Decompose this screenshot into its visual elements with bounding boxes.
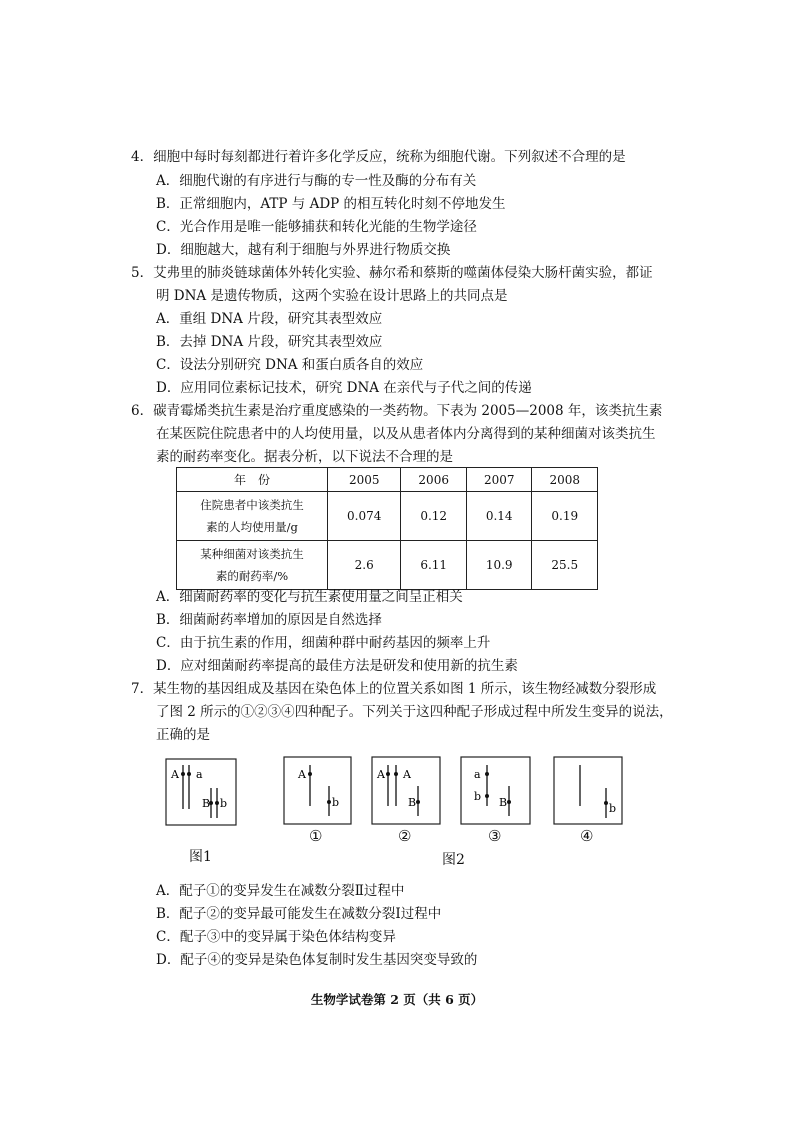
- q4-option-a: A．细胞代谢的有序进行与酶的专一性及酶的分布有关: [156, 173, 477, 189]
- figure-1-caption: 图1: [189, 849, 212, 865]
- page-footer: 生物学试卷第 2 页（共 6 页）: [310, 992, 484, 1007]
- q7-option-c: C．配子③中的变异属于染色体结构变异: [156, 929, 396, 945]
- q6-option-a: A．细菌耐药率的变化与抗生素使用量之间呈正相关: [156, 589, 463, 605]
- gamete-label-3: ③: [488, 827, 502, 845]
- table-cell: 10.9: [466, 541, 532, 590]
- gamete3-gene-b-left: b: [474, 790, 482, 803]
- table-cell: 25.5: [532, 541, 598, 590]
- q6-stem-line1: 6．碳青霉烯类抗生素是治疗重度感染的一类药物。下表为 2005—2008 年，该类抗生素: [131, 403, 663, 419]
- gamete-label-4: ④: [580, 827, 594, 845]
- q5-option-a: A．重组 DNA 片段，研究其表型效应: [156, 311, 383, 327]
- fig1-gene-a: a: [196, 768, 203, 781]
- q5-option-d: D．应用同位素标记技术，研究 DNA 在亲代与子代之间的传递: [156, 380, 532, 396]
- gamete1-gene-A: A: [298, 768, 306, 781]
- gamete3-gene-a: a: [474, 768, 481, 781]
- q4-option-d: D．细胞越大，越有利于细胞与外界进行物质交换: [156, 242, 451, 258]
- table-cell: 2.6: [328, 541, 401, 590]
- table-row-label-resistance: 某种细菌对该类抗生 素的耐药率/%: [177, 541, 328, 590]
- figure-2-caption: 图2: [442, 852, 465, 868]
- gamete-label-1: ①: [309, 827, 323, 845]
- q6-option-b: B．细菌耐药率增加的原因是自然选择: [156, 612, 382, 628]
- gamete2-gene-A-left: A: [377, 768, 385, 781]
- gamete2-gene-A-right: A: [403, 768, 411, 781]
- q7-option-d: D．配子④的变异是染色体复制时发生基因突变导致的: [156, 952, 478, 968]
- q4-stem: 4．细胞中每时每刻都进行着许多化学反应，统称为细胞代谢。下列叙述不合理的是: [131, 149, 626, 165]
- q4-option-b: B．正常细胞内，ATP 与 ADP 的相互转化时刻不停地发生: [156, 196, 506, 212]
- gamete-3-cell: [461, 757, 530, 824]
- gamete4-gene-b: b: [609, 802, 617, 815]
- table-year-cell: 2008: [532, 468, 598, 492]
- q7-option-b: B．配子②的变异最可能发生在减数分裂Ⅰ过程中: [156, 906, 442, 922]
- table-cell: 6.11: [401, 541, 467, 590]
- table-header-year: 年 份: [177, 468, 328, 492]
- gamete3-gene-B: B: [499, 796, 508, 809]
- q5-option-b: B．去掉 DNA 片段，研究其表型效应: [156, 334, 383, 350]
- gamete-4-cell: [554, 757, 622, 824]
- q5-stem-line2: 明 DNA 是遗传物质，这两个实验在设计思路上的共同点是: [156, 288, 508, 304]
- table-cell: 0.074: [328, 492, 401, 541]
- q7-stem-line3: 正确的是: [156, 727, 210, 743]
- q5-stem-line1: 5．艾弗里的肺炎链球菌体外转化实验、赫尔希和蔡斯的噬菌体侵染大肠杆菌实验，都证: [131, 265, 653, 281]
- table-cell: 0.19: [532, 492, 598, 541]
- table-cell: 0.14: [466, 492, 532, 541]
- gamete2-gene-B: B: [408, 796, 417, 809]
- table-year-cell: 2006: [401, 468, 467, 492]
- table-year-cell: 2007: [466, 468, 532, 492]
- table-row-label-usage: 住院患者中该类抗生 素的人均使用量/g: [177, 492, 328, 541]
- fig1-gene-A: A: [171, 768, 179, 781]
- q7-stem-line2: 了图 2 所示的①②③④四种配子。下列关于这四种配子形成过程中所发生变异的说法，: [156, 704, 673, 720]
- q6-stem-line3: 素的耐药率变化。据表分析，以下说法不合理的是: [156, 449, 453, 465]
- q7-option-a: A．配子①的变异发生在减数分裂Ⅱ过程中: [156, 883, 405, 899]
- gamete-label-2: ②: [398, 827, 412, 845]
- q6-stem-line2: 在某医院住院患者中的人均使用量，以及从患者体内分离得到的某种细菌对该类抗生: [156, 426, 656, 442]
- table-year-cell: 2005: [328, 468, 401, 492]
- q6-option-d: D．应对细菌耐药率提高的最佳方法是研发和使用新的抗生素: [156, 658, 518, 674]
- gamete-1-cell: [284, 757, 351, 824]
- q6-option-c: C．由于抗生素的作用，细菌种群中耐药基因的频率上升: [156, 635, 491, 651]
- gamete1-gene-b: b: [332, 796, 340, 809]
- fig1-gene-b: b: [220, 797, 228, 810]
- q4-option-c: C．光合作用是唯一能够捕获和转化光能的生物学途径: [156, 219, 477, 235]
- gamete-2-cell: [372, 757, 440, 824]
- fig1-gene-B: B: [202, 797, 211, 810]
- q7-stem-line1: 7．某生物的基因组成及基因在染色体上的位置关系如图 1 所示，该生物经减数分裂形成: [131, 681, 657, 697]
- table-cell: 0.12: [401, 492, 467, 541]
- q5-option-c: C．设法分别研究 DNA 和蛋白质各自的效应: [156, 357, 424, 373]
- figure-1-cell: [166, 759, 236, 825]
